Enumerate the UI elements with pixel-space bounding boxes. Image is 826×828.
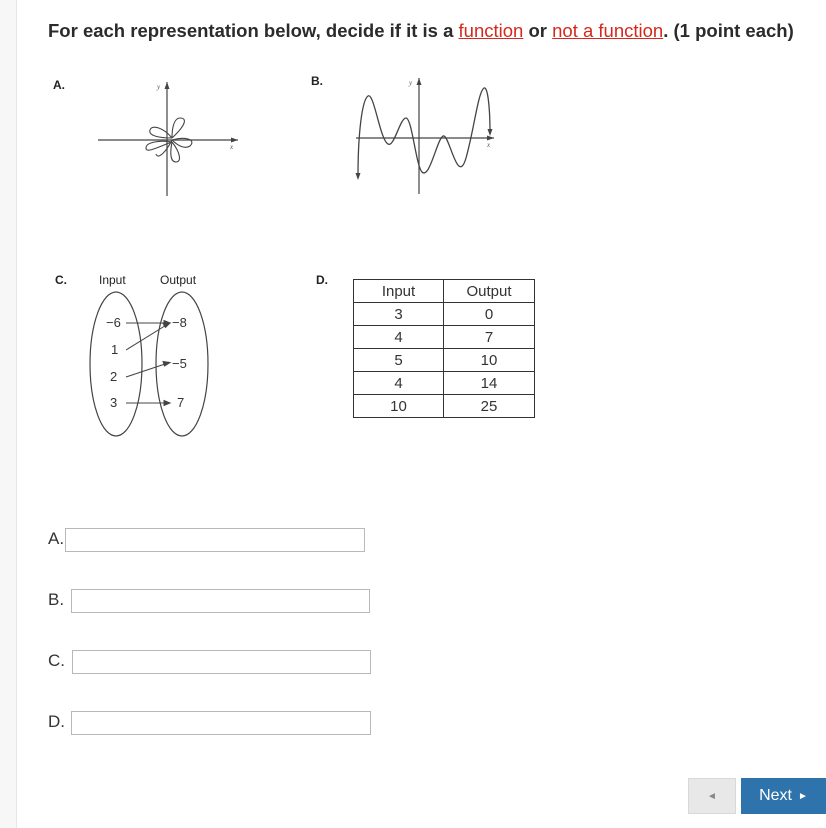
input-output-table: [353, 279, 535, 418]
answer-b-label: B.: [48, 590, 65, 609]
not-a-function-link[interactable]: not a function: [552, 20, 664, 41]
graph-a-flower-curve: [90, 78, 250, 200]
question-prompt: For each representation below, decide if it is a function or not a function. (1 point each): [48, 20, 794, 41]
table-row: [354, 349, 535, 372]
mapping-input-value: 1: [111, 342, 119, 357]
function-link[interactable]: function: [458, 20, 524, 41]
mapping-output-value: 7: [177, 395, 185, 410]
table-header-input: Input: [354, 280, 444, 303]
table-cell: 4: [354, 326, 444, 349]
svg-text:x: x: [230, 143, 234, 151]
next-button-label: Next: [759, 787, 792, 804]
table-row: [354, 326, 535, 349]
table-cell: 0: [444, 303, 535, 326]
table-header-output: Output: [444, 280, 535, 303]
mapping-c-label: C.: [55, 273, 67, 287]
graph-a-label: A.: [53, 78, 65, 92]
answer-a-input[interactable]: [65, 528, 365, 552]
table-cell: 3: [354, 303, 444, 326]
table-cell: 10: [354, 395, 444, 418]
answer-c-input[interactable]: [72, 650, 371, 674]
table-row: [354, 372, 535, 395]
table-row: [354, 395, 535, 418]
answer-d-input[interactable]: [71, 711, 371, 735]
previous-arrow-icon: ◄: [707, 790, 717, 802]
next-arrow-icon: ►: [798, 790, 808, 802]
table-d-label: D.: [316, 273, 328, 287]
svg-text:y: y: [157, 83, 161, 91]
table-cell: 4: [354, 372, 444, 395]
answer-b-input[interactable]: [71, 589, 370, 613]
mapping-output-value: −8: [172, 315, 187, 330]
next-button[interactable]: [741, 778, 826, 814]
svg-text:y: y: [409, 79, 413, 87]
graph-b-wave-curve: [350, 74, 498, 198]
graph-b-label: B.: [311, 74, 323, 88]
table-cell: 7: [444, 326, 535, 349]
table-cell: 14: [444, 372, 535, 395]
mapping-input-header: Input: [99, 273, 126, 287]
previous-button[interactable]: [688, 778, 736, 814]
mapping-diagram: [84, 290, 224, 442]
svg-text:x: x: [487, 141, 491, 149]
answer-a-label: A.: [48, 529, 65, 548]
mapping-input-value: 3: [110, 395, 118, 410]
table-cell: 10: [444, 349, 535, 372]
table-row: [354, 303, 535, 326]
table-cell: 5: [354, 349, 444, 372]
mapping-output-value: −5: [172, 356, 187, 371]
table-header-row: [354, 280, 535, 303]
mapping-input-value: −6: [106, 315, 121, 330]
table-cell: 25: [444, 395, 535, 418]
mapping-input-value: 2: [110, 369, 118, 384]
answer-c-label: C.: [48, 651, 65, 670]
mapping-output-header: Output: [160, 273, 197, 287]
left-margin-strip: [0, 0, 17, 828]
answer-d-label: D.: [48, 712, 65, 731]
